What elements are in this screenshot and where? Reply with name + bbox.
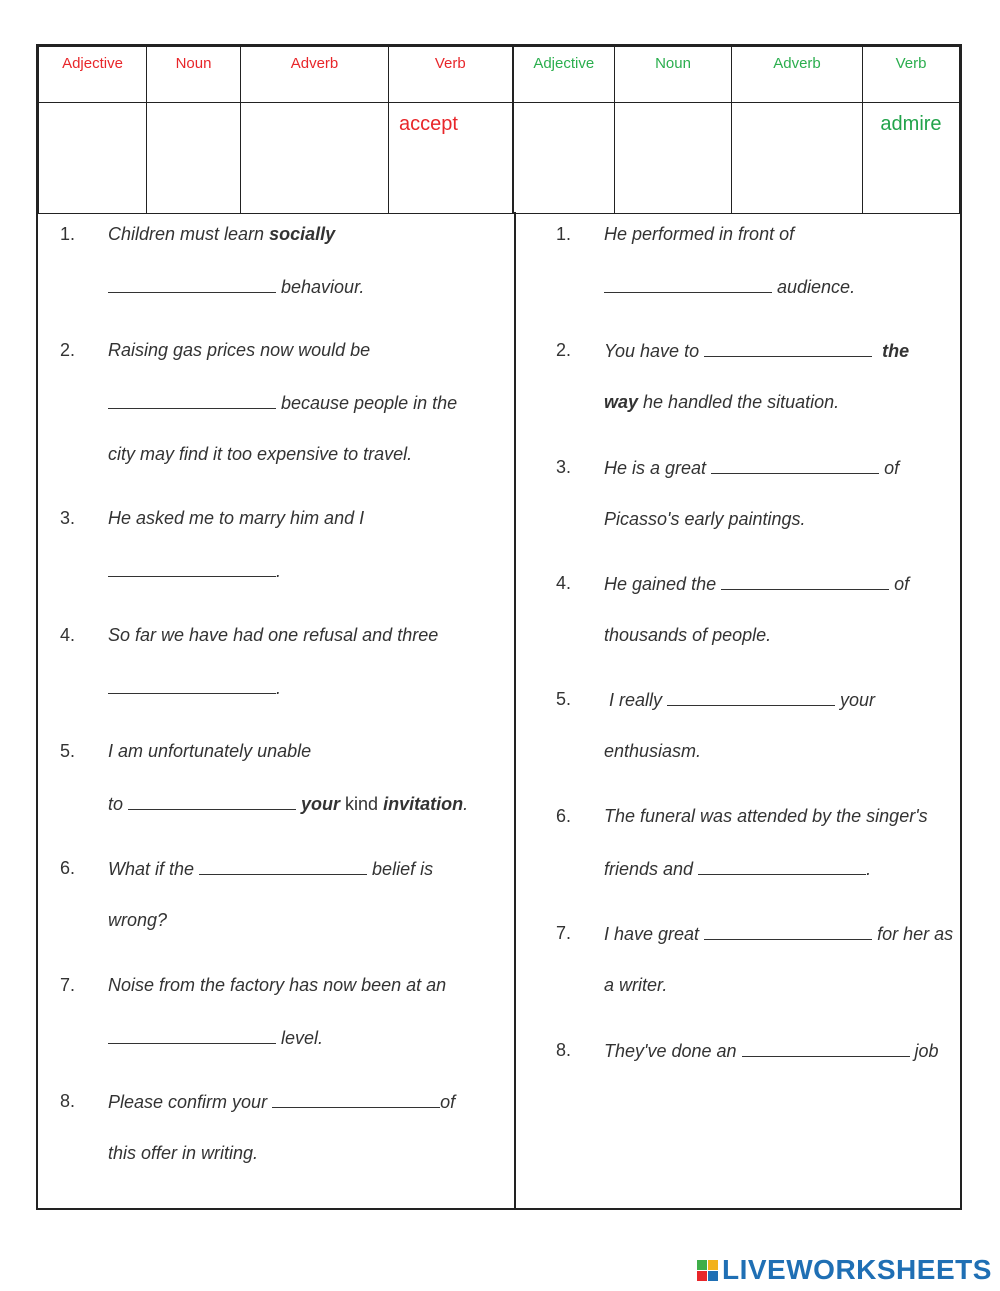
header-verb-2: Verb <box>863 47 960 103</box>
answer-blank[interactable] <box>108 1027 276 1044</box>
liveworksheets-logo-icon <box>697 1260 718 1281</box>
header-adjective-2: Adjective <box>513 47 615 103</box>
verb-value-1: accept <box>389 103 513 214</box>
noun-input-1[interactable] <box>147 103 241 214</box>
answer-blank[interactable] <box>704 340 872 357</box>
adjective-input-1[interactable] <box>39 103 147 214</box>
answer-blank[interactable] <box>108 677 276 694</box>
adjective-input-2[interactable] <box>513 103 615 214</box>
header-noun-1: Noun <box>147 47 241 103</box>
word-forms-table <box>38 46 960 214</box>
header-noun-2: Noun <box>615 47 732 103</box>
worksheet: Adjective Noun Adverb Verb Adjective Noun Adverb Verb accept admire 1. Children must learn socially behaviour. 2. Raising gas prices now would be because people in the city may find it too expensive to travel. 3. He asked me to marry him and I . 4. So far we have had one refusal and three . 5. I am unfortunately unable to your kind invitation. 6. What if the belief is wrong? 7. Noise from the factory has now been at an level. 8. Please confirm your of this offer in writing. 1. He performed in front of audience. 2. You have to the way he handled the situation. 3. He is a great of Picasso's early paintings. 4. He gained the of thousands of people. 5. I really your enthusiasm. 6. The funeral was attended by the singer's friends and . 7. I have great for her as a writer. 8. They've done an job <box>36 44 962 1210</box>
logo-text: LIVEWORKSHEETS <box>722 1254 992 1285</box>
answer-blank[interactable] <box>667 689 835 706</box>
verb-value-2: admire <box>863 103 960 214</box>
answer-blank[interactable] <box>742 1040 910 1057</box>
header-adjective-1: Adjective <box>39 47 147 103</box>
answer-blank[interactable] <box>108 560 276 577</box>
answer-blank[interactable] <box>711 457 879 474</box>
answer-blank[interactable] <box>108 392 276 409</box>
answer-blank[interactable] <box>698 858 866 875</box>
header-adverb-1: Adverb <box>241 47 389 103</box>
answer-blank[interactable] <box>128 793 296 810</box>
adverb-input-1[interactable] <box>241 103 389 214</box>
answer-blank[interactable] <box>604 276 772 293</box>
answer-blank[interactable] <box>272 1091 440 1108</box>
column-divider <box>514 212 516 1208</box>
liveworksheets-logo[interactable] <box>697 1254 992 1286</box>
header-adverb-2: Adverb <box>732 47 863 103</box>
noun-input-2[interactable] <box>615 103 732 214</box>
answer-blank[interactable] <box>721 573 889 590</box>
header-verb-1: Verb <box>389 47 513 103</box>
answer-blank[interactable] <box>704 923 872 940</box>
adverb-input-2[interactable] <box>732 103 863 214</box>
answer-blank[interactable] <box>108 276 276 293</box>
answer-blank[interactable] <box>199 858 367 875</box>
